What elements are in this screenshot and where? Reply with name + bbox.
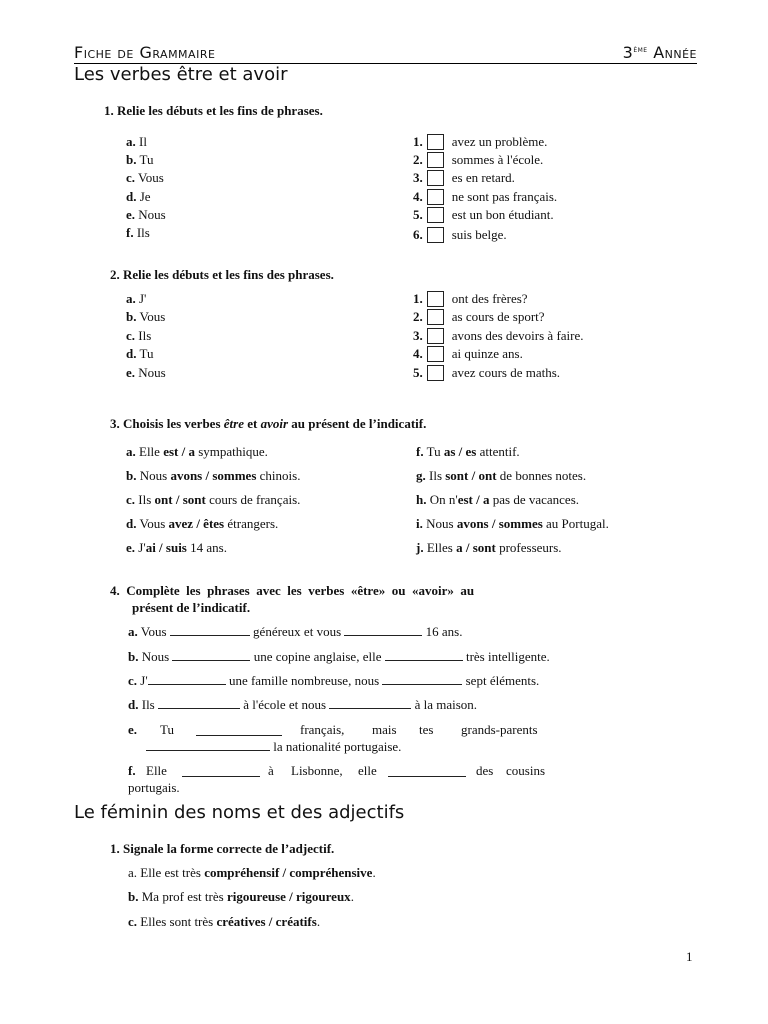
- answer-checkbox[interactable]: [427, 346, 444, 362]
- header-grade-number: 3: [622, 43, 634, 62]
- fill-blank[interactable]: [158, 698, 240, 709]
- ex2-left-item: e. Nous: [126, 365, 166, 380]
- header-grade: [623, 43, 697, 62]
- ex4-item-f-word: des: [476, 763, 494, 778]
- section-title-verbs: Les verbes être et avoir: [74, 64, 288, 85]
- exercise4-title-line2: présent de l’indicatif.: [132, 600, 251, 615]
- header-title: Fiche de Grammaire: [74, 43, 216, 62]
- page-header: [74, 41, 697, 64]
- exercise1-title: 1. Relie les débuts et les fins de phrases.: [104, 103, 323, 118]
- ex4-item-f-word: cousins: [506, 763, 545, 778]
- ex4-item-b: b. Nous une copine anglaise, elle très intelligente.: [128, 649, 550, 664]
- ex1-left-item: b. Tu: [126, 152, 154, 167]
- ex1-right-item: 5. est un bon étudiant.: [413, 207, 554, 222]
- ex4-item-e-word: tes: [419, 722, 434, 737]
- adjective-choice[interactable]: créatives / créatifs: [216, 914, 317, 929]
- verb-choice[interactable]: avons / sommes: [456, 516, 543, 531]
- adjective-item: c. Elles sont très créatives / créatifs.: [128, 914, 321, 929]
- ex4-item-f-word: à: [268, 763, 274, 778]
- ex1-right-item: 1. avez un problème.: [413, 134, 548, 149]
- ex4-item-f-word: Lisbonne,: [291, 763, 343, 778]
- page-number: 1: [686, 949, 693, 964]
- fill-blank[interactable]: [170, 625, 250, 636]
- ex1-right-item: 6. suis belge.: [413, 227, 507, 242]
- fill-blank[interactable]: [196, 725, 282, 736]
- ex4-item-e-word: Tu: [160, 722, 174, 737]
- ex1-right-item: 3. es en retard.: [413, 170, 515, 185]
- ex2-right-item: 4. ai quinze ans.: [413, 346, 523, 361]
- adjective-item: a. Elle est très compréhensif / compréhensive.: [128, 865, 376, 880]
- answer-checkbox[interactable]: [427, 227, 444, 243]
- verb-choice[interactable]: a / sont: [456, 540, 496, 555]
- fill-blank[interactable]: [146, 740, 270, 751]
- fill-blank[interactable]: [148, 674, 226, 685]
- verb-choice[interactable]: ont / sont: [154, 492, 206, 507]
- ex2-left-item: c. Ils: [126, 328, 152, 343]
- header-grade-word: Année: [653, 43, 697, 62]
- verb-choice[interactable]: as / es: [443, 444, 477, 459]
- answer-checkbox[interactable]: [427, 207, 444, 223]
- ex4-item-e-line2: la nationalité portugaise.: [146, 739, 401, 755]
- ex3-item: d. Vous avez / êtes étrangers.: [126, 516, 279, 531]
- ex3-item: h. On n'est / a pas de vacances.: [416, 492, 580, 507]
- verb-choice[interactable]: est / a: [457, 492, 490, 507]
- ex2-left-item: a. J': [126, 291, 147, 306]
- ex4-item-f-line2: portugais.: [128, 780, 180, 795]
- ex1-right-item: 4. ne sont pas français.: [413, 189, 558, 204]
- ex2-right-item: 1. ont des frères?: [413, 291, 528, 306]
- ex2-right-item: 2. as cours de sport?: [413, 309, 545, 324]
- verb-choice[interactable]: avons / sommes: [170, 468, 257, 483]
- answer-checkbox[interactable]: [427, 152, 444, 168]
- ex1-right-item: 2. sommes à l'école.: [413, 152, 544, 167]
- fill-blank[interactable]: [382, 674, 462, 685]
- verb-choice[interactable]: ai / suis: [145, 540, 187, 555]
- ex4-item-e-word: grands-parents: [461, 722, 538, 737]
- ex3-item: a. Elle est / a sympathique.: [126, 444, 268, 459]
- ex1-left-item: a. Il: [126, 134, 147, 149]
- section2-exercise1-title: 1. Signale la forme correcte de l’adjectif.: [110, 841, 335, 856]
- ex3-item: j. Elles a / sont professeurs.: [416, 540, 562, 555]
- answer-checkbox[interactable]: [427, 170, 444, 186]
- ex4-item-d: d. Ils à l'école et nous à la maison.: [128, 697, 478, 712]
- verb-choice[interactable]: avez / êtes: [168, 516, 225, 531]
- ex4-item-f-number: f.: [128, 763, 136, 778]
- verb-choice[interactable]: sont / ont: [445, 468, 497, 483]
- ex4-item-a: a. Vous généreux et vous 16 ans.: [128, 624, 463, 639]
- fill-blank[interactable]: [182, 766, 260, 777]
- ex1-left-item: f. Ils: [126, 225, 150, 240]
- ex2-right-item: 5. avez cours de maths.: [413, 365, 561, 380]
- answer-checkbox[interactable]: [427, 309, 444, 325]
- ex3-item: b. Nous avons / sommes chinois.: [126, 468, 301, 483]
- exercise2-title: 2. Relie les débuts et les fins des phrases.: [110, 267, 334, 282]
- ex3-item: i. Nous avons / sommes au Portugal.: [416, 516, 609, 531]
- ex1-left-item: e. Nous: [126, 207, 166, 222]
- ex1-left-item: d. Je: [126, 189, 151, 204]
- ex4-item-c: c. J' une famille nombreuse, nous sept éléments.: [128, 673, 540, 688]
- exercise3-title: 3. Choisis les verbes être et avoir au présent de l’indicatif.: [110, 416, 427, 431]
- verb-choice[interactable]: est / a: [163, 444, 195, 459]
- adjective-choice[interactable]: rigoureuse / rigoureux: [226, 889, 351, 904]
- ex3-item: g. Ils sont / ont de bonnes notes.: [416, 468, 587, 483]
- fill-blank[interactable]: [388, 766, 466, 777]
- fill-blank[interactable]: [385, 650, 463, 661]
- ex4-item-e-word: français,: [300, 722, 345, 737]
- ex1-left-item: c. Vous: [126, 170, 164, 185]
- adjective-choice[interactable]: compréhensif / compréhensive: [204, 865, 373, 880]
- exercise4-title-line1: 4. Complète les phrases avec les verbes «être» ou «avoir» au: [110, 583, 475, 598]
- section-title-feminine: Le féminin des noms et des adjectifs: [74, 802, 405, 823]
- answer-checkbox[interactable]: [427, 365, 444, 381]
- adjective-item: b. Ma prof est très rigoureuse / rigoureux.: [128, 889, 354, 904]
- ex3-item: c. Ils ont / sont cours de français.: [126, 492, 301, 507]
- ex4-item-f-word: elle: [358, 763, 377, 778]
- ex3-item: f. Tu as / es attentif.: [416, 444, 520, 459]
- answer-checkbox[interactable]: [427, 328, 444, 344]
- ex4-item-e-number: e.: [128, 722, 138, 737]
- ex2-left-item: d. Tu: [126, 346, 154, 361]
- answer-checkbox[interactable]: [427, 134, 444, 150]
- ex3-item: e. J'ai / suis 14 ans.: [126, 540, 227, 555]
- ex2-right-item: 3. avons des devoirs à faire.: [413, 328, 584, 343]
- fill-blank[interactable]: [344, 625, 422, 636]
- answer-checkbox[interactable]: [427, 189, 444, 205]
- header-grade-suffix: ème: [633, 45, 648, 55]
- fill-blank[interactable]: [172, 650, 250, 661]
- answer-checkbox[interactable]: [427, 291, 444, 307]
- ex4-item-f-word: Elle: [146, 763, 167, 778]
- ex2-left-item: b. Vous: [126, 309, 166, 324]
- fill-blank[interactable]: [329, 698, 411, 709]
- ex4-item-e-word: mais: [372, 722, 397, 737]
